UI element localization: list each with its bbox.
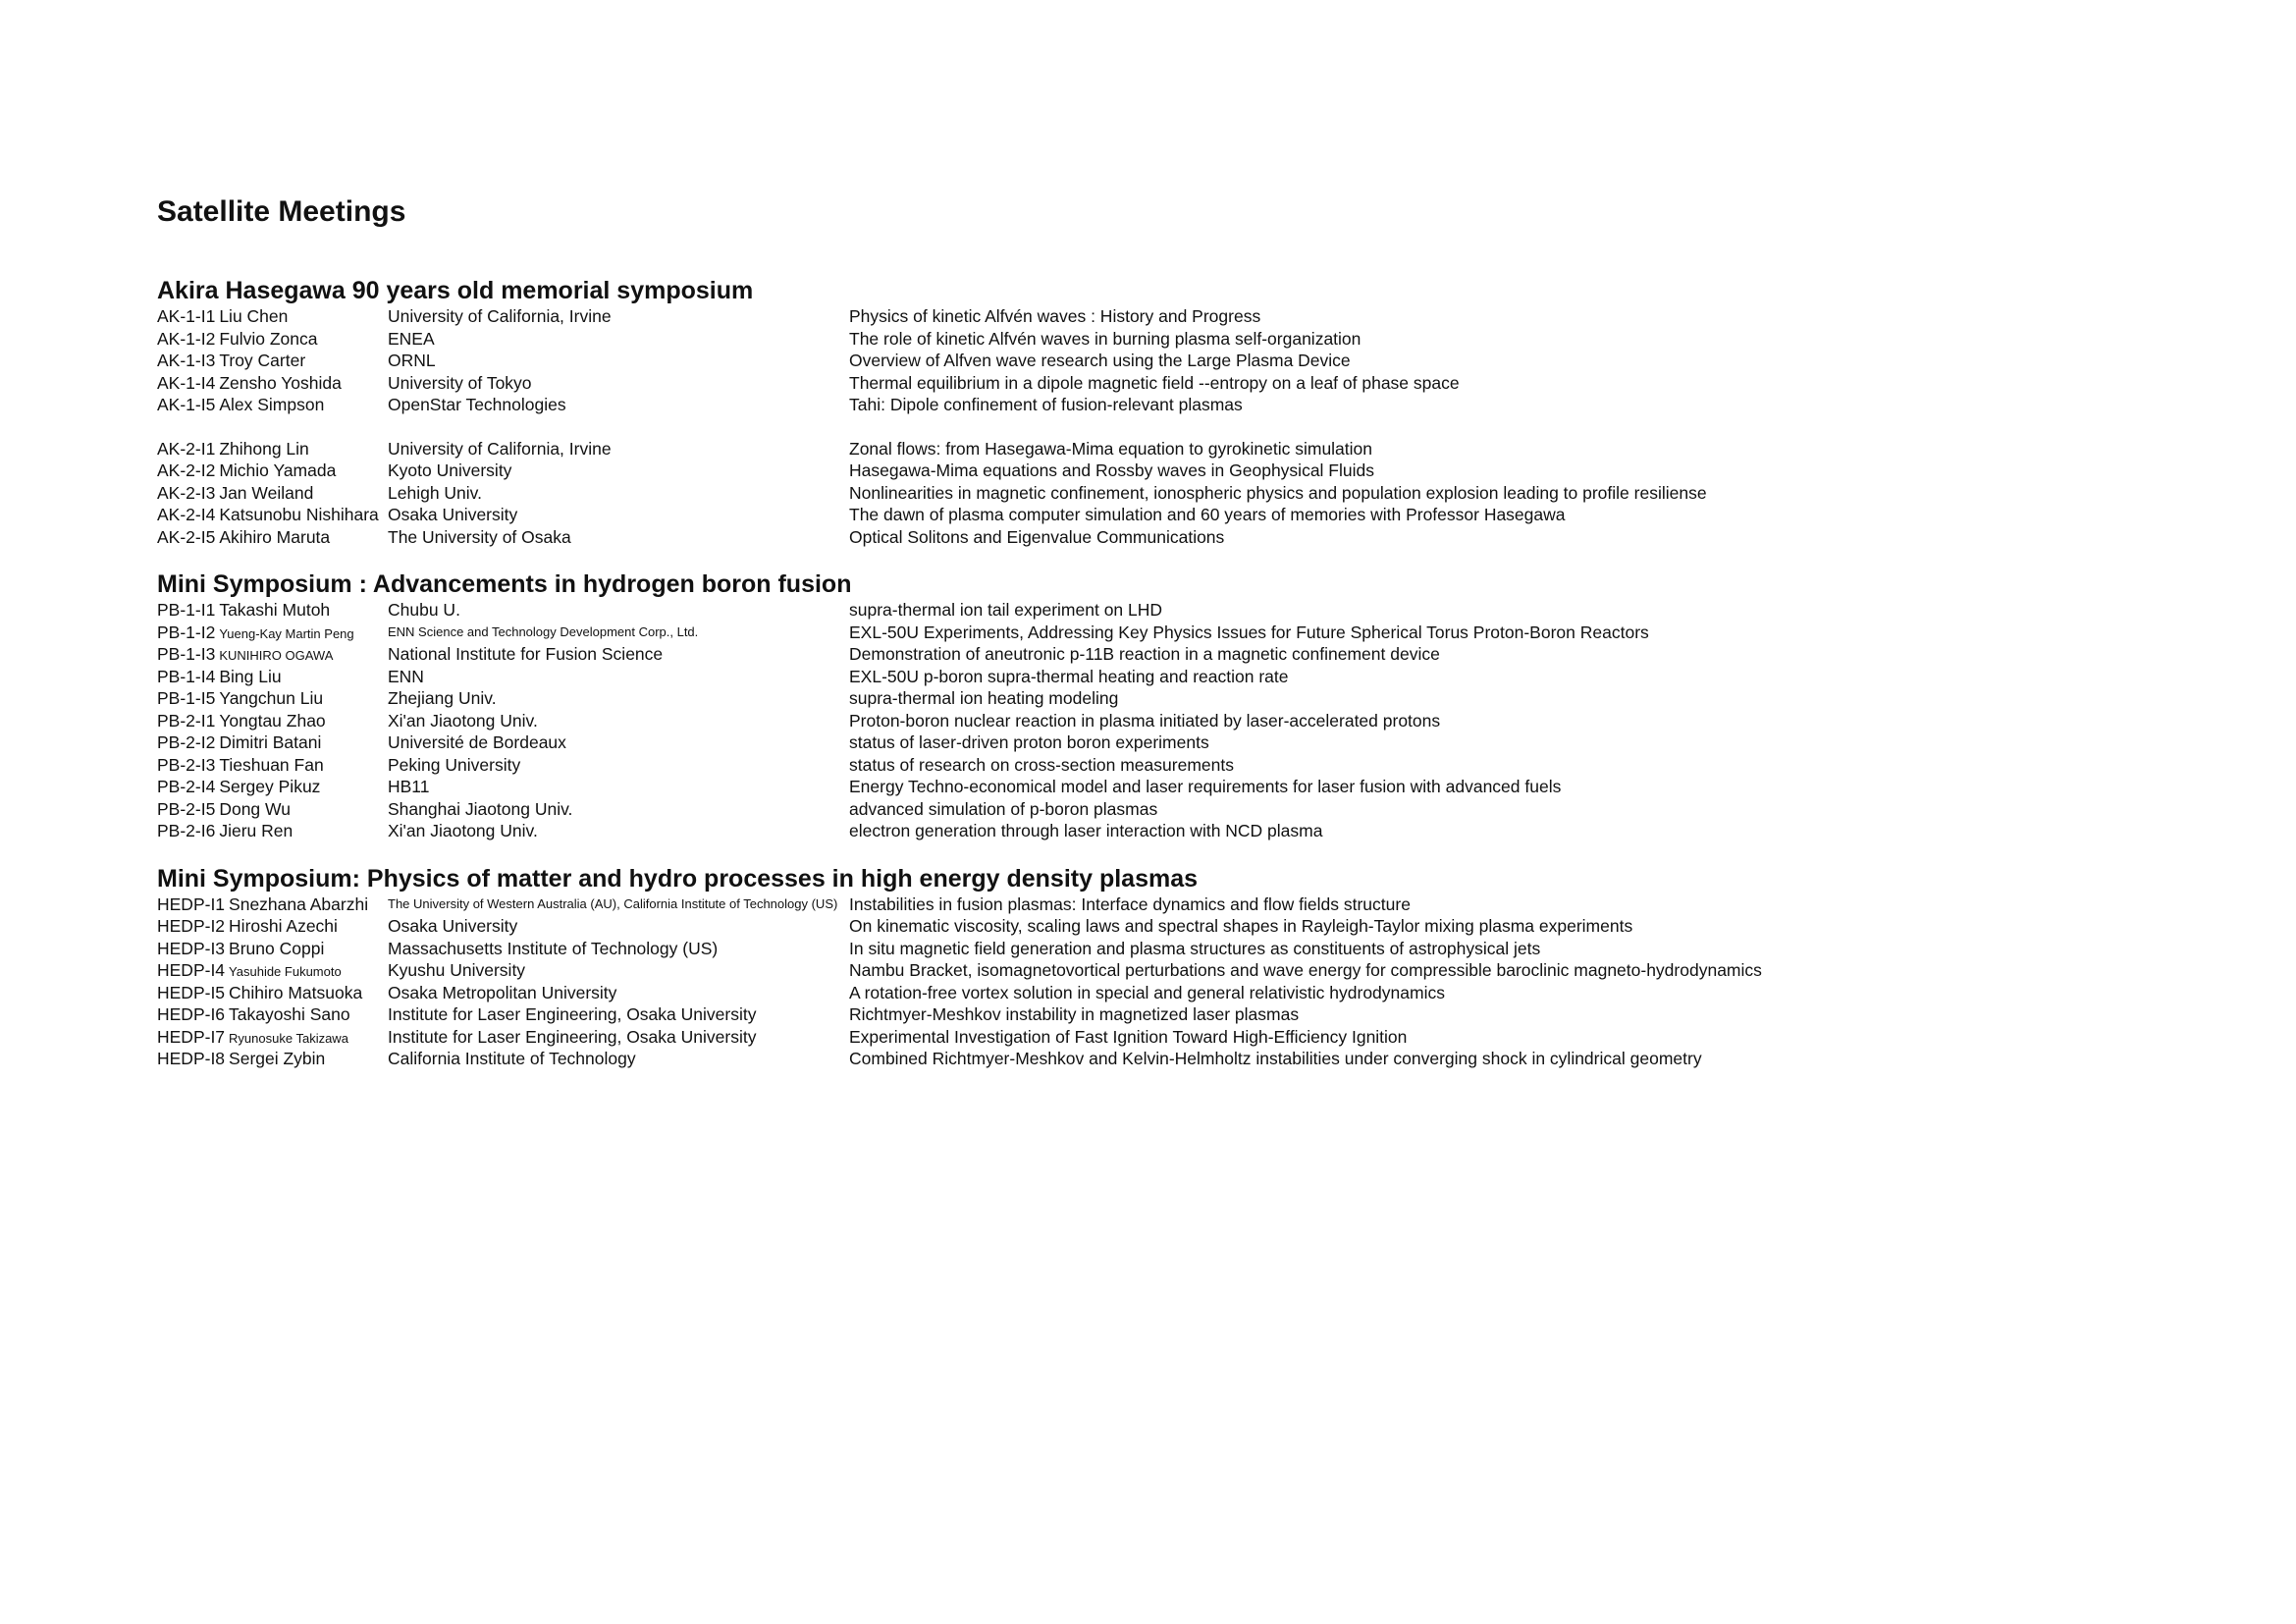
talk-code: PB-2-I4 bbox=[157, 777, 216, 796]
talk-row bbox=[157, 959, 2218, 982]
talk-title: Physics of kinetic Alfvén waves : History and Progress bbox=[849, 306, 1261, 326]
talk-title: A rotation-free vortex solution in special and general relativistic hydrodynamics bbox=[849, 982, 1445, 1002]
speaker-affiliation: Osaka University bbox=[388, 916, 518, 936]
talk-speaker bbox=[157, 526, 388, 549]
speaker-name: Yangchun Liu bbox=[219, 688, 324, 708]
session-section bbox=[157, 864, 2218, 1070]
speaker-name: Troy Carter bbox=[219, 351, 306, 370]
speaker-name: Ryunosuke Takizawa bbox=[229, 1030, 348, 1046]
talk-row bbox=[157, 754, 2218, 777]
talk-title: electron generation through laser interaction with NCD plasma bbox=[849, 821, 1323, 840]
speaker-name: Takayoshi Sano bbox=[229, 1004, 350, 1024]
speaker-name: Fulvio Zonca bbox=[219, 328, 318, 349]
speaker-affiliation: Shanghai Jiaotong Univ. bbox=[388, 798, 573, 819]
speaker-affiliation: Massachusetts Institute of Technology (US) bbox=[388, 938, 719, 958]
speaker-name: Liu Chen bbox=[219, 306, 289, 326]
talk-code: PB-1-I3 bbox=[157, 644, 216, 664]
session-section bbox=[157, 276, 2218, 548]
talk-code: AK-1-I1 bbox=[157, 306, 216, 326]
talk-row bbox=[157, 599, 2218, 622]
talk-row bbox=[157, 504, 2218, 526]
talk-speaker bbox=[157, 599, 388, 622]
talk-code: AK-2-I4 bbox=[157, 505, 216, 524]
speaker-name: Yasuhide Fukumoto bbox=[229, 964, 342, 979]
speaker-name: Yongtau Zhao bbox=[219, 710, 326, 731]
talk-row bbox=[157, 710, 2218, 732]
talk-code: AK-2-I3 bbox=[157, 482, 216, 503]
talk-speaker bbox=[157, 643, 388, 666]
talk-speaker bbox=[157, 328, 388, 351]
talk-title: Demonstration of aneutronic p-11B reaction in a magnetic confinement device bbox=[849, 644, 1440, 664]
talk-code: PB-1-I2 bbox=[157, 622, 216, 642]
talk-title: Energy Techno-economical model and laser requirements for laser fusion with advanced fuels bbox=[849, 777, 1562, 796]
talk-speaker bbox=[157, 372, 388, 395]
speaker-name: Bing Liu bbox=[219, 666, 282, 686]
speaker-affiliation: Xi'an Jiaotong Univ. bbox=[388, 710, 538, 731]
speaker-name: Snezhana Abarzhi bbox=[229, 893, 369, 914]
session-section bbox=[157, 569, 2218, 842]
talk-row bbox=[157, 328, 2218, 351]
talk-speaker bbox=[157, 504, 388, 526]
talk-code: HEDP-I3 bbox=[157, 938, 226, 958]
talk-row bbox=[157, 776, 2218, 798]
talk-speaker bbox=[157, 820, 388, 842]
talk-speaker bbox=[157, 915, 388, 938]
talk-row bbox=[157, 982, 2218, 1004]
speaker-name: Takashi Mutoh bbox=[219, 600, 331, 620]
talk-row bbox=[157, 460, 2218, 482]
speaker-affiliation: ENN bbox=[388, 666, 424, 686]
speaker-affiliation: University of California, Irvine bbox=[388, 306, 612, 326]
talk-code: HEDP-I6 bbox=[157, 1004, 226, 1024]
talk-block bbox=[157, 305, 2218, 416]
talk-code: AK-1-I4 bbox=[157, 372, 216, 393]
speaker-affiliation: HB11 bbox=[388, 777, 430, 796]
speaker-name: Sergey Pikuz bbox=[219, 777, 321, 796]
speaker-affiliation: ENEA bbox=[388, 328, 435, 349]
talk-code: PB-2-I6 bbox=[157, 821, 216, 840]
speaker-affiliation: Osaka University bbox=[388, 505, 518, 524]
talk-speaker bbox=[157, 731, 388, 754]
speaker-name: Zhihong Lin bbox=[219, 438, 309, 459]
page-title: Satellite Meetings bbox=[157, 195, 406, 228]
speaker-affiliation: National Institute for Fusion Science bbox=[388, 644, 664, 664]
talk-row bbox=[157, 643, 2218, 666]
talk-block bbox=[157, 438, 2218, 549]
talk-row bbox=[157, 820, 2218, 842]
talk-code: PB-2-I5 bbox=[157, 798, 216, 819]
talk-speaker bbox=[157, 482, 388, 505]
talk-code: PB-2-I1 bbox=[157, 710, 216, 731]
talk-speaker bbox=[157, 687, 388, 710]
speaker-name: Zensho Yoshida bbox=[219, 372, 342, 393]
speaker-name: Bruno Coppi bbox=[229, 938, 325, 958]
talk-speaker bbox=[157, 754, 388, 777]
talk-speaker bbox=[157, 394, 388, 416]
talk-row bbox=[157, 687, 2218, 710]
section-title: Akira Hasegawa 90 years old memorial symposium bbox=[157, 277, 754, 304]
talk-title: Tahi: Dipole confinement of fusion-relevant plasmas bbox=[849, 395, 1243, 414]
talk-row bbox=[157, 938, 2218, 960]
speaker-affiliation: California Institute of Technology bbox=[388, 1049, 636, 1068]
speaker-name: Hiroshi Azechi bbox=[229, 916, 338, 936]
talk-code: PB-1-I4 bbox=[157, 666, 216, 686]
talk-code: AK-1-I5 bbox=[157, 395, 216, 414]
speaker-affiliation: University of California, Irvine bbox=[388, 438, 612, 459]
talk-code: AK-1-I2 bbox=[157, 328, 216, 349]
talk-title: supra-thermal ion tail experiment on LHD bbox=[849, 600, 1163, 620]
talk-speaker bbox=[157, 710, 388, 732]
talk-row bbox=[157, 1048, 2218, 1070]
talk-title: Hasegawa-Mima equations and Rossby waves in Geophysical Fluids bbox=[849, 460, 1374, 480]
talk-row bbox=[157, 666, 2218, 688]
talk-title: On kinematic viscosity, scaling laws and spectral shapes in Rayleigh-Taylor mixing plasma experiments bbox=[849, 916, 1633, 936]
talk-speaker bbox=[157, 938, 388, 960]
talk-title: Thermal equilibrium in a dipole magnetic field --entropy on a leaf of phase space bbox=[849, 372, 1460, 393]
speaker-affiliation: ENN Science and Technology Development Corp., Ltd. bbox=[388, 623, 699, 639]
talk-speaker bbox=[157, 1026, 388, 1049]
section-title: Mini Symposium: Physics of matter and hydro processes in high energy density plasmas bbox=[157, 864, 1199, 893]
speaker-affiliation: Zhejiang Univ. bbox=[388, 688, 497, 708]
talk-row bbox=[157, 526, 2218, 549]
sections-container bbox=[157, 276, 2218, 1070]
talk-code: AK-2-I5 bbox=[157, 526, 216, 547]
speaker-name: Dimitri Batani bbox=[219, 732, 322, 752]
talk-speaker bbox=[157, 305, 388, 328]
talk-code: PB-1-I5 bbox=[157, 688, 216, 708]
talk-title: Experimental Investigation of Fast Ignition Toward High-Efficiency Ignition bbox=[849, 1026, 1408, 1047]
speaker-affiliation: Université de Bordeaux bbox=[388, 732, 566, 752]
talk-speaker bbox=[157, 959, 388, 982]
speaker-name: Jan Weiland bbox=[219, 482, 314, 503]
speaker-name: Alex Simpson bbox=[219, 395, 325, 414]
talk-title: Richtmyer-Meshkov instability in magnetized laser plasmas bbox=[849, 1004, 1300, 1024]
talk-code: HEDP-I8 bbox=[157, 1049, 226, 1068]
section-title: Mini Symposium : Advancements in hydrogen boron fusion bbox=[157, 570, 852, 598]
talk-code: AK-1-I3 bbox=[157, 351, 216, 370]
speaker-affiliation: Chubu U. bbox=[388, 600, 460, 620]
talk-code: HEDP-I7 bbox=[157, 1026, 226, 1047]
talk-row bbox=[157, 893, 2218, 916]
talk-row bbox=[157, 798, 2218, 821]
speaker-name: KUNIHIRO OGAWA bbox=[219, 648, 334, 663]
talk-title: Optical Solitons and Eigenvalue Communications bbox=[849, 526, 1225, 547]
talk-speaker bbox=[157, 666, 388, 688]
talk-row bbox=[157, 1003, 2218, 1026]
talk-row bbox=[157, 394, 2218, 416]
speaker-affiliation: Kyoto University bbox=[388, 460, 512, 480]
talk-speaker bbox=[157, 460, 388, 482]
talk-title: Proton-boron nuclear reaction in plasma initiated by laser-accelerated protons bbox=[849, 710, 1441, 731]
speaker-affiliation: Institute for Laser Engineering, Osaka University bbox=[388, 1004, 757, 1024]
talk-row bbox=[157, 1026, 2218, 1049]
speaker-name: Tieshuan Fan bbox=[219, 754, 324, 775]
speaker-affiliation: Institute for Laser Engineering, Osaka University bbox=[388, 1026, 757, 1047]
speaker-name: Michio Yamada bbox=[219, 460, 337, 480]
talk-code: PB-1-I1 bbox=[157, 600, 216, 620]
talk-code: AK-2-I2 bbox=[157, 460, 216, 480]
talk-code: PB-2-I2 bbox=[157, 732, 216, 752]
talk-title: Nonlinearities in magnetic confinement, ionospheric physics and population explosion leading to profile resiliense bbox=[849, 482, 1707, 503]
talk-block bbox=[157, 599, 2218, 842]
speaker-affiliation: Osaka Metropolitan University bbox=[388, 982, 617, 1002]
speaker-affiliation: Xi'an Jiaotong Univ. bbox=[388, 821, 538, 840]
talk-title: Instabilities in fusion plasmas: Interface dynamics and flow fields structure bbox=[849, 893, 1411, 914]
speaker-affiliation: The University of Osaka bbox=[388, 526, 571, 547]
talk-title: Nambu Bracket, isomagnetovortical perturbations and wave energy for compressible baroclinic magneto-hydrodynamics bbox=[849, 960, 1762, 980]
talk-row bbox=[157, 622, 2218, 644]
talk-code: HEDP-I5 bbox=[157, 982, 226, 1002]
speaker-name: Katsunobu Nishihara bbox=[219, 505, 379, 524]
talk-speaker bbox=[157, 776, 388, 798]
talk-speaker bbox=[157, 350, 388, 372]
speaker-name: Yueng-Kay Martin Peng bbox=[219, 625, 354, 641]
talk-code: HEDP-I4 bbox=[157, 960, 226, 980]
speaker-name: Jieru Ren bbox=[219, 821, 294, 840]
speaker-affiliation: Kyushu University bbox=[388, 960, 526, 980]
talk-title: status of laser-driven proton boron experiments bbox=[849, 732, 1209, 752]
talk-title: advanced simulation of p-boron plasmas bbox=[849, 798, 1158, 819]
speaker-affiliation: ORNL bbox=[388, 351, 436, 370]
speaker-affiliation: The University of Western Australia (AU), California Institute of Technology (US) bbox=[388, 895, 838, 911]
talk-speaker bbox=[157, 982, 388, 1004]
speaker-name: Chihiro Matsuoka bbox=[229, 982, 363, 1002]
talk-code: PB-2-I3 bbox=[157, 754, 216, 775]
talk-code: HEDP-I2 bbox=[157, 916, 226, 936]
talk-title: The role of kinetic Alfvén waves in burning plasma self-organization bbox=[849, 328, 1362, 349]
speaker-affiliation: Lehigh Univ. bbox=[388, 482, 482, 503]
talk-title: EXL-50U p-boron supra-thermal heating and reaction rate bbox=[849, 666, 1289, 686]
talk-row bbox=[157, 915, 2218, 938]
talk-row bbox=[157, 438, 2218, 460]
talk-speaker bbox=[157, 798, 388, 821]
talk-title: Zonal flows: from Hasegawa-Mima equation to gyrokinetic simulation bbox=[849, 438, 1373, 459]
talk-title: EXL-50U Experiments, Addressing Key Physics Issues for Future Spherical Torus Proton-Boron Reactors bbox=[849, 622, 1649, 642]
talk-row bbox=[157, 731, 2218, 754]
talk-row bbox=[157, 305, 2218, 328]
talk-speaker bbox=[157, 893, 388, 916]
document-page bbox=[157, 192, 2218, 1092]
talk-title: Overview of Alfven wave research using the Large Plasma Device bbox=[849, 351, 1351, 370]
talk-speaker bbox=[157, 1003, 388, 1026]
talk-title: supra-thermal ion heating modeling bbox=[849, 688, 1119, 708]
talk-code: HEDP-I1 bbox=[157, 893, 226, 914]
talk-row bbox=[157, 482, 2218, 505]
speaker-affiliation: OpenStar Technologies bbox=[388, 395, 566, 414]
talk-title: In situ magnetic field generation and plasma structures as constituents of astrophysical jets bbox=[849, 938, 1541, 958]
speaker-name: Akihiro Maruta bbox=[219, 526, 331, 547]
talk-block bbox=[157, 893, 2218, 1070]
speaker-name: Dong Wu bbox=[219, 798, 291, 819]
talk-speaker bbox=[157, 1048, 388, 1070]
speaker-name: Sergei Zybin bbox=[229, 1049, 326, 1068]
speaker-affiliation: University of Tokyo bbox=[388, 372, 532, 393]
talk-title: status of research on cross-section measurements bbox=[849, 754, 1234, 775]
talk-code: AK-2-I1 bbox=[157, 438, 216, 459]
talk-speaker bbox=[157, 438, 388, 460]
talk-title: Combined Richtmyer-Meshkov and Kelvin-Helmholtz instabilities under converging shock in cylindrical geometry bbox=[849, 1049, 1702, 1068]
speaker-affiliation: Peking University bbox=[388, 754, 521, 775]
talk-row bbox=[157, 372, 2218, 395]
talk-speaker bbox=[157, 622, 388, 644]
talk-title: The dawn of plasma computer simulation and 60 years of memories with Professor Hasegawa bbox=[849, 505, 1566, 524]
talk-row bbox=[157, 350, 2218, 372]
